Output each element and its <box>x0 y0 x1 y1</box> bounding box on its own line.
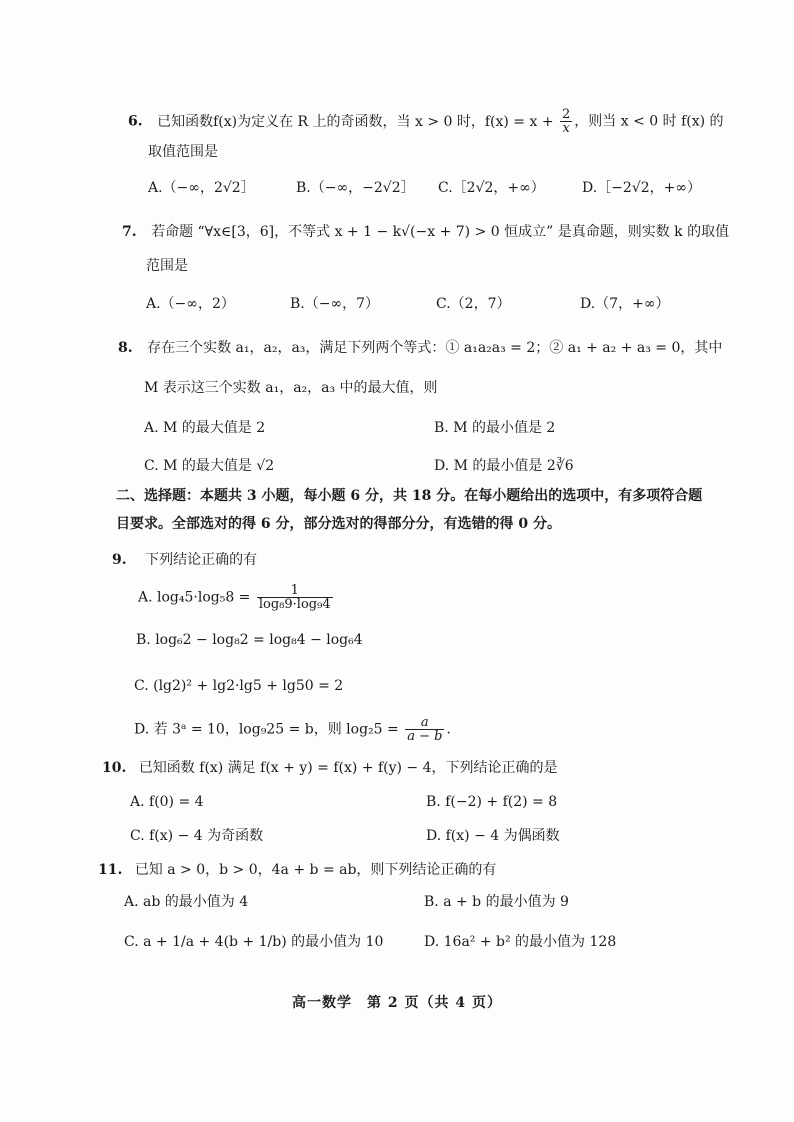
q7-option-c: C.（2，7） <box>436 296 511 312</box>
q11-option-c: C. a + 1/a + 4(b + 1/b) 的最小值为 10 <box>124 934 384 950</box>
q8-option-d: D. M 的最小值是 2∛6 <box>434 458 574 474</box>
q6-stem-line2: 取值范围是 <box>148 144 218 160</box>
q8-stem-text: 存在三个实数 a₁，a₂，a₃，满足下列两个等式：① a₁a₂a₃ = 2；② a₁ + a₂ + a₃ = 0，其中 <box>147 340 723 356</box>
q9-stem-line <box>112 550 257 570</box>
q9-stem-text: 下列结论正确的有 <box>145 552 258 568</box>
q7-option-d: D.（7，+∞） <box>580 296 670 312</box>
q10-option-b: B. f(−2) + f(2) = 8 <box>426 794 558 810</box>
q6-fraction <box>560 108 572 135</box>
q8-stem-line2: M 表示这三个实数 a₁，a₂，a₃ 中的最大值，则 <box>144 380 438 396</box>
q9-option-d-den: a − b <box>407 729 443 744</box>
q11-option-d: D. 16a² + b² 的最小值为 128 <box>424 934 617 950</box>
q6-stem-tail: ，则当 x < 0 时 f(x) 的 <box>574 113 724 130</box>
q9-option-d-fraction <box>405 716 444 743</box>
q11-stem-text: 已知 a > 0，b > 0，4a + b = ab，则下列结论正确的有 <box>134 862 497 878</box>
q6-stem-text: 已知函数f(x)为定义在 R 上的奇函数，当 x > 0 时，f(x) = x + <box>157 113 559 130</box>
q10-stem-text: 已知函数 f(x) 满足 f(x + y) = f(x) + f(y) − 4，下列结论正确的是 <box>138 760 558 776</box>
q8-number: 8. <box>118 340 133 356</box>
q10-stem-line <box>102 758 558 778</box>
q7-number: 7. <box>122 224 137 240</box>
q8-option-a: A. M 的最大值是 2 <box>144 420 266 436</box>
q9-option-a-left: A. log₄5·log₅8 = <box>138 589 255 606</box>
section2-line2: 目要求。全部选对的得 6 分，部分选对的得部分分，有选错的得 0 分。 <box>116 516 561 532</box>
q10-number: 10. <box>102 760 127 776</box>
q9-option-b: B. log₆2 − log₈2 = log₈4 − log₆4 <box>136 632 363 648</box>
q11-option-a: A. ab 的最小值为 4 <box>124 894 249 910</box>
q7-option-b: B.（−∞，7） <box>290 296 380 312</box>
q9-option-a-fraction <box>257 584 333 611</box>
q6-option-d: D.［−2√2，+∞） <box>582 180 702 196</box>
q9-option-a <box>138 584 335 611</box>
q10-option-a: A. f(0) = 4 <box>130 794 204 810</box>
q9-option-d-num: a <box>405 716 444 730</box>
q9-number: 9. <box>112 552 127 568</box>
q9-option-c: C. (lg2)² + lg2·lg5 + lg50 = 2 <box>134 678 344 694</box>
q6-option-b: B.（−∞，−2√2］ <box>296 180 415 196</box>
q6-stem-line1 <box>128 108 724 135</box>
q11-option-b: B. a + b 的最小值为 9 <box>424 894 569 910</box>
q9-option-d-tail: . <box>446 721 451 738</box>
page-footer: 高一数学 第 2 页（共 4 页） <box>292 995 502 1011</box>
q11-number: 11. <box>98 862 123 878</box>
q8-stem-line1 <box>118 338 722 358</box>
q7-stem-line1 <box>122 222 729 242</box>
q10-option-d: D. f(x) − 4 为偶函数 <box>426 828 560 844</box>
q6-option-a: A.（−∞，2√2］ <box>148 180 255 196</box>
q11-stem-line <box>98 860 496 880</box>
q6-option-c: C.［2√2，+∞） <box>438 180 545 196</box>
section2-line1: 二、选择题：本题共 3 小题，每小题 6 分，共 18 分。在每小题给出的选项中，有多项符合题 <box>116 488 703 504</box>
q8-option-b: B. M 的最小值是 2 <box>434 420 556 436</box>
q7-stem-text: 若命题 “∀x∈[3，6]，不等式 x + 1 − k√(−x + 7) > 0 恒成立” 是真命题，则实数 k 的取值 <box>151 224 730 240</box>
q9-option-a-den: log₈9·log₉4 <box>258 597 331 612</box>
q8-option-c: C. M 的最大值是 √2 <box>144 458 275 474</box>
q6-frac-num: 2 <box>562 107 571 122</box>
q6-frac-den: x <box>562 121 570 136</box>
q6-number: 6. <box>128 113 143 130</box>
q7-option-a: A.（−∞，2） <box>146 296 235 312</box>
q10-option-c: C. f(x) − 4 为奇函数 <box>130 828 264 844</box>
q7-stem-line2: 范围是 <box>146 258 188 274</box>
q9-option-d-left: D. 若 3ᵃ = 10，log₉25 = b，则 log₂5 = <box>134 721 404 738</box>
q9-option-d <box>134 716 451 743</box>
q9-option-a-num: 1 <box>257 584 333 598</box>
